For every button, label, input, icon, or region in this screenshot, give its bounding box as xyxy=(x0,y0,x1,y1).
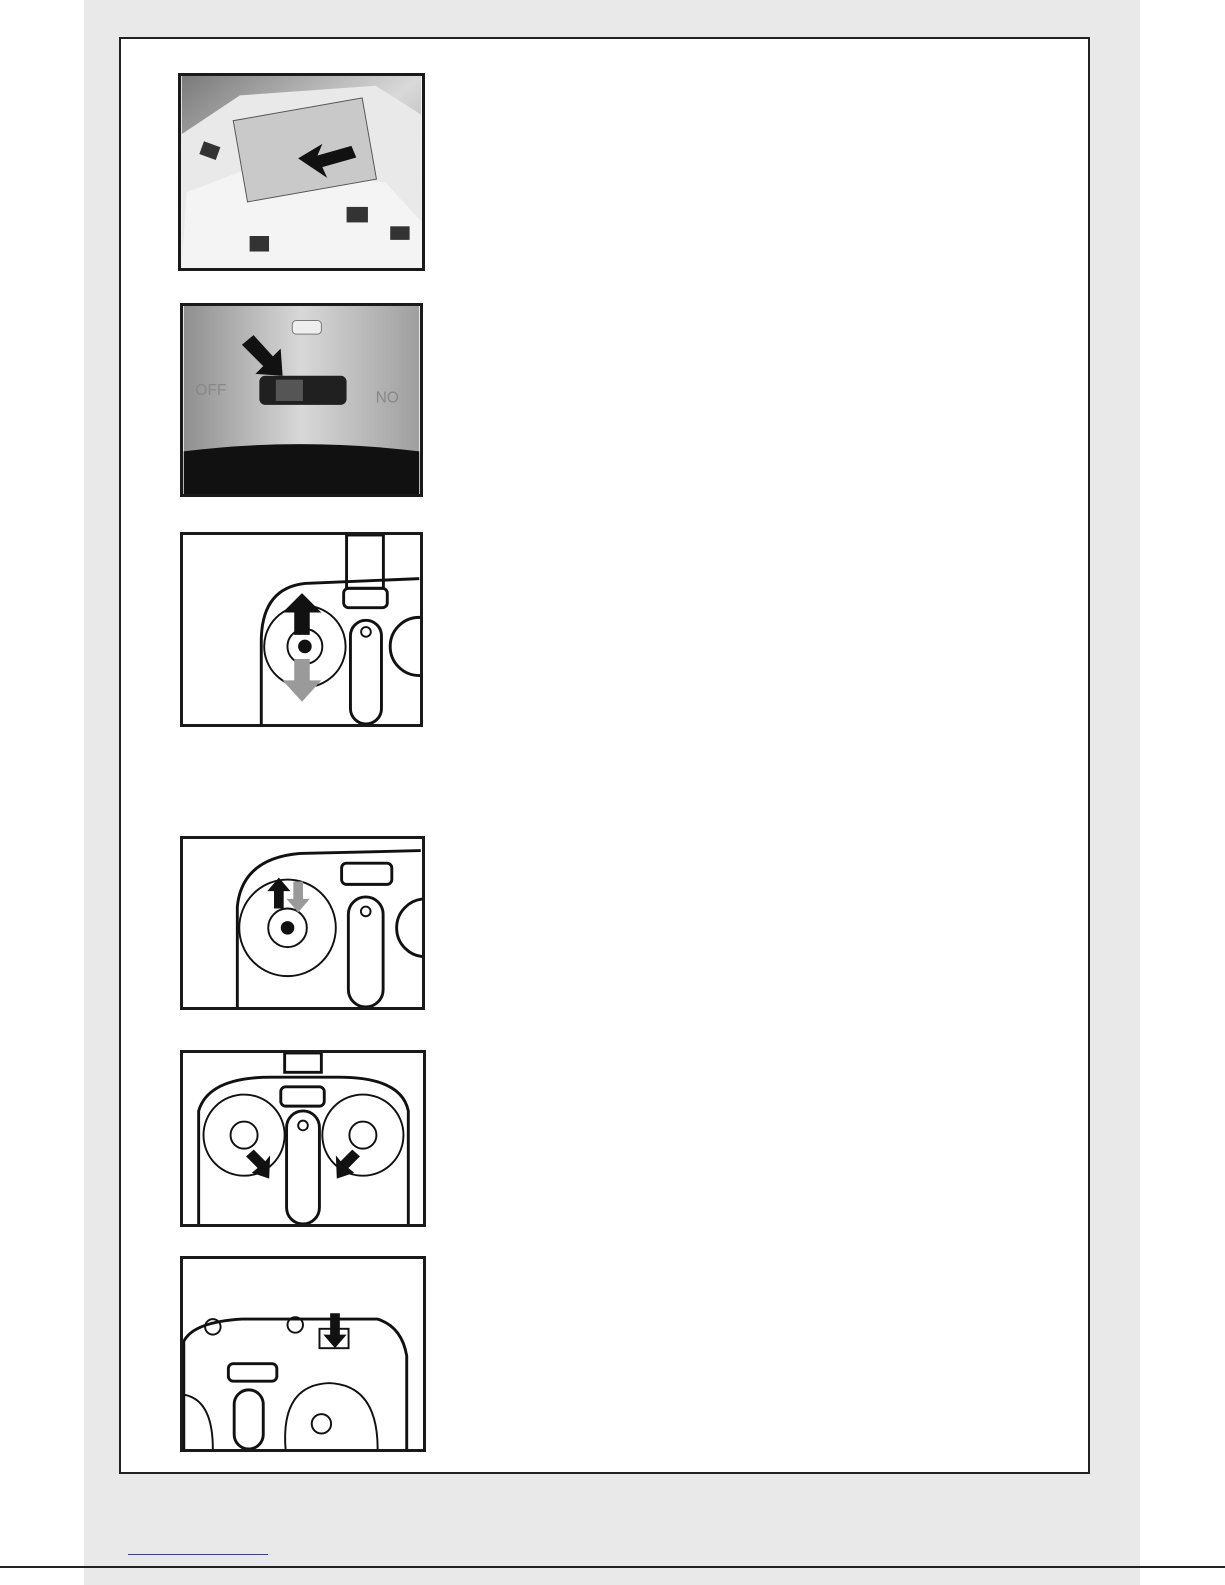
switch-on-label: ON xyxy=(375,387,399,405)
controller-drawing xyxy=(183,535,420,724)
switch-off-label: OFF xyxy=(195,382,227,400)
controller-drawing xyxy=(183,1053,423,1224)
arrow-icon xyxy=(246,1150,270,1179)
page-bottom-rule xyxy=(0,1566,1225,1568)
switch-photo xyxy=(183,306,420,494)
figure-throttle-small xyxy=(180,836,425,1010)
figure-throttle-up-down xyxy=(180,532,423,727)
figure-top-button-press xyxy=(180,1256,426,1452)
controller-drawing xyxy=(183,839,422,1007)
arrow-icon xyxy=(283,659,322,702)
figure-battery-insert xyxy=(178,73,425,271)
battery-photo xyxy=(181,76,422,268)
figure-power-switch xyxy=(180,303,423,497)
arrow-icon xyxy=(283,593,322,635)
controller-drawing xyxy=(183,1259,423,1449)
figure-sticks-calibrate xyxy=(180,1050,426,1227)
footer-link-underline[interactable] xyxy=(128,1553,268,1555)
